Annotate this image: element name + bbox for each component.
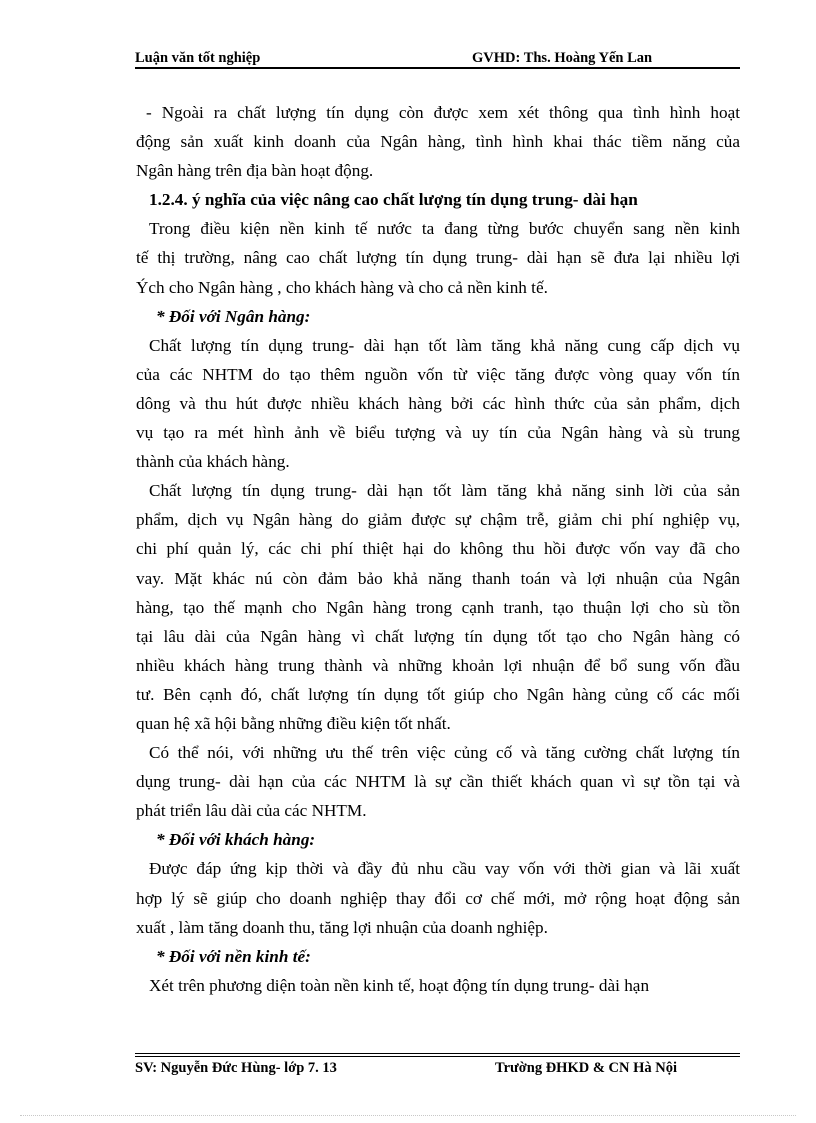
text-line: hàng, tạo thế mạnh cho Ngân hàng trong cạnh tranh, tạo thuận lợi cho sù tồn bbox=[136, 597, 740, 617]
text-line: Ngân hàng trên địa bàn hoạt động. bbox=[136, 161, 374, 181]
text-line: phẩm, dịch vụ Ngân hàng do giảm được sự chậm trễ, giảm chi phí nghiệp vụ, bbox=[136, 510, 740, 530]
header-rule bbox=[135, 67, 740, 69]
footer-student: SV: Nguyễn Đức Hùng- lớp 7. 13 bbox=[135, 1060, 337, 1076]
text-line: Xét trên phương diện toàn nền kinh tế, hoạt động tín dụng trung- dài hạn bbox=[149, 975, 650, 995]
text-line: phát triển lâu dài của các NHTM. bbox=[136, 801, 367, 821]
page-header bbox=[135, 48, 740, 68]
footer-rule bbox=[135, 1056, 740, 1057]
text-line: tế thị trường, nâng cao chất lượng tín dụng trung- dài hạn sẽ đưa lại nhiều lợi bbox=[136, 248, 740, 268]
text-line: dụng trung- dài hạn của các NHTM là sự cần thiết khách quan vì sự tồn tại và bbox=[136, 772, 740, 792]
text-line: chi phí quản lý, các chi phí thiệt hại do không thu hồi được vốn vay đã cho bbox=[136, 539, 740, 559]
text-line: thành của khách hàng. bbox=[136, 452, 290, 472]
text-line: vay. Mặt khác nú còn đảm bảo khả năng thanh toán và lợi nhuận của Ngân bbox=[136, 568, 740, 588]
text-line: của các NHTM do tạo thêm nguồn vốn từ việc tăng được vòng quay vốn tín bbox=[136, 364, 740, 384]
text-line: Chất lượng tín dụng trung- dài hạn tốt làm tăng khả năng cung cấp dịch vụ bbox=[149, 335, 740, 355]
text-line: Chất lượng tín dụng trung- dài hạn tốt làm tăng khả năng sinh lời của sản bbox=[149, 481, 740, 501]
text-line: vụ tạo ra mét hình ảnh về biểu tượng và uy tín của Ngân hàng và sù trung bbox=[136, 423, 740, 443]
text-line: nhiều khách hàng trung thành và những khoản lợi nhuận để bổ sung vốn đầu bbox=[136, 655, 740, 675]
text-line: - Ngoài ra chất lượng tín dụng còn được xem xét thông qua tình hình hoạt bbox=[146, 103, 740, 122]
header-thesis-title: Luận văn tốt nghiệp bbox=[135, 50, 261, 66]
text-line: hợp lý sẽ giúp cho doanh nghiệp thay đổi cơ chế mới, mở rộng hoạt động sản bbox=[136, 888, 740, 908]
text-line: Được đáp ứng kịp thời và đầy đủ nhu cầu vay vốn với thời gian và lãi xuất bbox=[149, 859, 740, 879]
text-line: tại lâu dài của Ngân hàng vì chất lượng tín dụng tốt tạo cho Ngân hàng có bbox=[136, 626, 740, 646]
subheading-bank: * Đối với Ngân hàng: bbox=[156, 306, 311, 326]
text-line: dông và thu hút được nhiều khách hàng bởi các hình thức của sản phẩm, dịch bbox=[136, 393, 740, 413]
page-footer bbox=[135, 1060, 740, 1080]
footer-school: Trường ĐHKD & CN Hà Nội bbox=[495, 1060, 678, 1076]
header-supervisor: GVHD: Ths. Hoàng Yến Lan bbox=[472, 50, 653, 66]
text-line: Ých cho Ngân hàng , cho khách hàng và cho cả nền kinh tế. bbox=[136, 277, 548, 297]
text-line: Trong điều kiện nền kinh tế nước ta đang từng bước chuyển sang nền kinh bbox=[149, 219, 740, 239]
text-line: Có thể nói, với những ưu thế trên việc củng cố và tăng cường chất lượng tín bbox=[149, 743, 740, 763]
page-edge-dots bbox=[20, 1115, 796, 1116]
text-line: tư. Bên cạnh đó, chất lượng tín dụng tốt giúp cho Ngân hàng củng cố các mối bbox=[136, 684, 740, 704]
section-heading: 1.2.4. ý nghĩa của việc nâng cao chất lượng tín dụng trung- dài hạn bbox=[149, 190, 638, 210]
text-line: động sản xuất kinh doanh của Ngân hàng, tình hình khai thác tiềm năng của bbox=[136, 132, 740, 152]
subheading-customers: * Đối với khách hàng: bbox=[156, 830, 316, 850]
footer-rule bbox=[135, 1053, 740, 1054]
subheading-economy: * Đối với nền kinh tế: bbox=[156, 946, 311, 966]
text-line: xuất , làm tăng doanh thu, tăng lợi nhuận của doanh nghiệp. bbox=[136, 917, 548, 937]
text-line: quan hệ xã hội bằng những điều kiện tốt nhất. bbox=[136, 713, 451, 733]
body-text bbox=[136, 98, 740, 1000]
